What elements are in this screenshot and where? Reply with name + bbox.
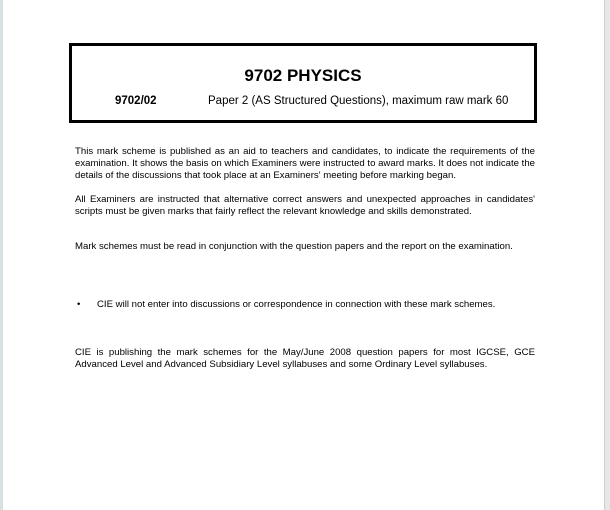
syllabus-code: 9702/02 [115,95,157,107]
examiners-paragraph: All Examiners are instructed that alternative correct answers and unexpected approaches in candidates' scripts must be given marks that fairly reflect the relevant knowledge and skills demonstrated. [75,194,535,218]
document-page [3,0,603,510]
document-title: 9702 PHYSICS [244,66,362,85]
paper-description: Paper 2 (AS Structured Questions), maximum raw mark 60 [208,95,509,107]
bullet-text: CIE will not enter into discussions or correspondence in connection with these mark schemes. [97,299,496,310]
bullet-icon: • [77,299,81,310]
intro-paragraph: This mark scheme is published as an aid to teachers and candidates, to indicate the requirements of the examination. It shows the basis on which Examiners were instructed to award marks. It does not indicate the details of the discussions that took place at an Examiners' meeting before marking began. [75,146,535,182]
header-box [69,43,537,123]
viewer-scrollbar-track[interactable] [604,0,610,510]
closing-paragraph: CIE is publishing the mark schemes for the May/June 2008 question papers for most IGCSE, GCE Advanced Level and Advanced Subsidiary Level syllabuses and some Ordinary Level syllabuses. [75,347,535,371]
conjunction-paragraph: Mark schemes must be read in conjunction with the question papers and the report on the examination. [75,241,513,252]
